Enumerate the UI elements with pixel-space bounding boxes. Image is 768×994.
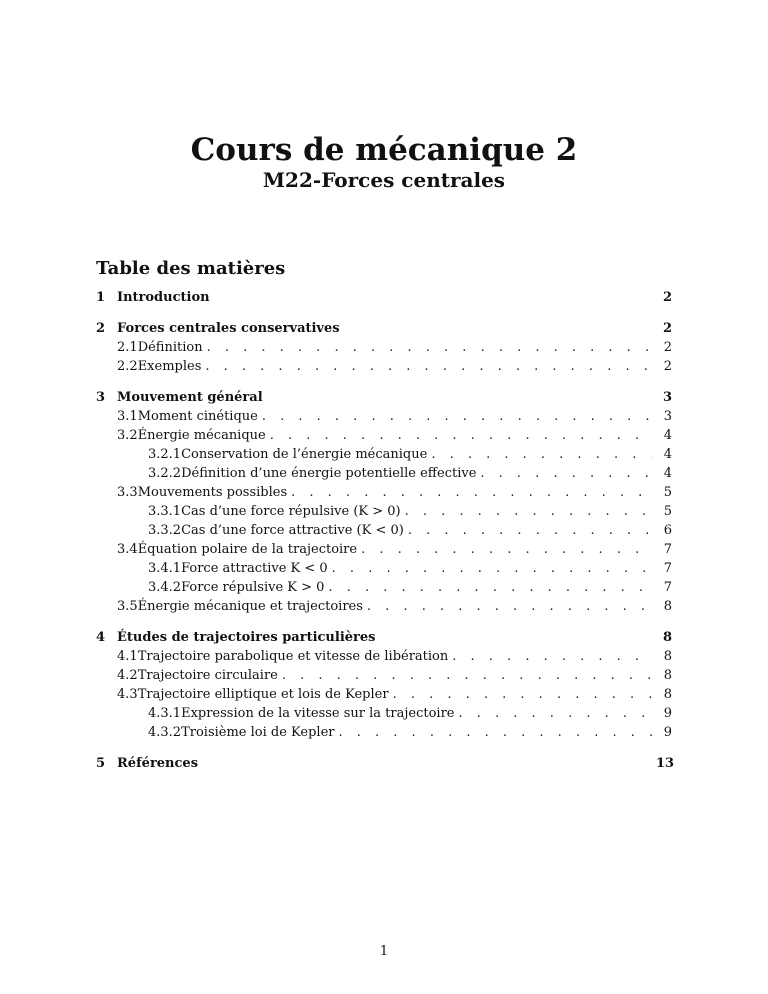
toc-entry[interactable] xyxy=(96,319,672,338)
toc-entry-number: 4.3 xyxy=(117,687,138,702)
toc-entry-number: 3.3.1 xyxy=(148,504,182,519)
toc-entry-number: 4 xyxy=(96,630,106,645)
toc-entry-page: 9 xyxy=(663,706,672,721)
toc-entry[interactable] xyxy=(96,445,672,464)
document-title: Cours de mécanique 2 xyxy=(190,132,578,168)
toc-entry-page: 8 xyxy=(663,687,672,702)
toc-entry-page: 6 xyxy=(663,523,672,538)
toc-entry-page: 2 xyxy=(663,359,672,374)
toc-leader-dots xyxy=(361,540,652,559)
toc-entry-number: 2.2 xyxy=(117,359,138,374)
toc-entry-number: 3.3 xyxy=(117,485,138,500)
toc-entry-number: 2.1 xyxy=(117,340,138,355)
toc-entry[interactable] xyxy=(96,647,672,666)
toc-entry-page: 8 xyxy=(663,668,672,683)
toc-entry[interactable] xyxy=(96,464,672,483)
toc-leader-dots xyxy=(205,357,652,376)
toc-entry-number: 4.2 xyxy=(117,668,138,683)
toc-entry-label: Cas d’une force répulsive (K > 0) xyxy=(181,504,401,519)
toc-entry-page: 3 xyxy=(662,390,672,405)
toc-entry[interactable] xyxy=(96,723,672,742)
toc-entry-label: Expression de la vitesse sur la trajectoire xyxy=(181,706,455,721)
toc-leader-dots xyxy=(452,647,652,666)
document-subtitle: M22-Forces centrales xyxy=(262,168,506,192)
toc-entry-page: 4 xyxy=(663,466,672,481)
toc-entry-page: 4 xyxy=(663,447,672,462)
toc-entry[interactable] xyxy=(96,502,672,521)
toc-entry[interactable] xyxy=(96,288,672,307)
toc-entry[interactable] xyxy=(96,338,672,357)
toc-entry-page: 7 xyxy=(663,561,672,576)
toc-entry-number: 5 xyxy=(96,756,106,771)
page-number: 1 xyxy=(379,944,389,959)
toc-entry[interactable] xyxy=(96,388,672,407)
toc-entry[interactable] xyxy=(96,685,672,704)
toc-entry-label: Études de trajectoires particulières xyxy=(117,630,376,645)
toc-entry-label: Équation polaire de la trajectoire xyxy=(137,542,358,557)
toc-entry-label: Définition d’une énergie potentielle effective xyxy=(181,466,477,481)
toc-entry[interactable] xyxy=(96,521,672,540)
toc-entry-number: 1 xyxy=(96,290,106,305)
toc-entry-page: 7 xyxy=(663,542,672,557)
toc-entry-page: 3 xyxy=(663,409,672,424)
toc-entry-number: 3.4.1 xyxy=(148,561,182,576)
toc-entry-label: Mouvement général xyxy=(117,390,263,405)
toc-entry-page: 9 xyxy=(663,725,672,740)
toc-leader-dots xyxy=(458,704,652,723)
toc-entry-page: 13 xyxy=(656,756,675,771)
toc-entry-label: Conservation de l’énergie mécanique xyxy=(181,447,428,462)
toc-entry-number: 3.4.2 xyxy=(148,580,182,595)
toc-entry[interactable] xyxy=(96,628,672,647)
toc-entry-label: Trajectoire parabolique et vitesse de libération xyxy=(137,649,449,664)
toc-entry-label: Force attractive K < 0 xyxy=(181,561,328,576)
toc-leader-dots xyxy=(291,483,652,502)
toc-entry-number: 3.2.2 xyxy=(148,466,182,481)
toc-entry[interactable] xyxy=(96,357,672,376)
toc-entry-number: 3.5 xyxy=(117,599,138,614)
toc-leader-dots xyxy=(431,445,652,464)
toc-entry[interactable] xyxy=(96,704,672,723)
toc-entry[interactable] xyxy=(96,597,672,616)
toc-entry[interactable] xyxy=(96,666,672,685)
toc-leader-dots xyxy=(480,464,652,483)
toc-leader-dots xyxy=(262,407,652,426)
toc-entry-number: 4.3.2 xyxy=(148,725,182,740)
toc-entry-label: Trajectoire elliptique et lois de Kepler xyxy=(137,687,389,702)
toc-entry-page: 2 xyxy=(662,290,672,305)
toc-entry-number: 4.3.1 xyxy=(148,706,182,721)
toc-entry-number: 3.4 xyxy=(117,542,138,557)
toc-leader-dots xyxy=(270,426,652,445)
toc-entry[interactable] xyxy=(96,559,672,578)
toc-entry-page: 5 xyxy=(663,504,672,519)
toc-entry-label: Énergie mécanique et trajectoires xyxy=(137,599,363,614)
toc-entry-page: 8 xyxy=(663,649,672,664)
toc-leader-dots xyxy=(328,578,652,597)
toc-entry-label: Références xyxy=(117,756,199,771)
table-of-contents xyxy=(96,288,675,773)
toc-entry-page: 8 xyxy=(663,599,672,614)
toc-entry[interactable] xyxy=(96,483,672,502)
toc-leader-dots xyxy=(332,559,652,578)
toc-entry-page: 5 xyxy=(663,485,672,500)
toc-entry[interactable] xyxy=(96,578,672,597)
toc-heading: Table des matières xyxy=(96,258,286,279)
toc-entry-number: 4.1 xyxy=(117,649,138,664)
toc-entry-label: Mouvements possibles xyxy=(137,485,288,500)
toc-entry-label: Définition xyxy=(137,340,203,355)
toc-leader-dots xyxy=(339,723,653,742)
toc-entry-label: Introduction xyxy=(117,290,210,305)
toc-leader-dots xyxy=(282,666,652,685)
toc-entry-label: Troisième loi de Kepler xyxy=(181,725,335,740)
toc-entry-label: Trajectoire circulaire xyxy=(137,668,278,683)
toc-entry[interactable] xyxy=(96,426,672,445)
toc-entry-label: Moment cinétique xyxy=(137,409,258,424)
toc-entry[interactable] xyxy=(96,407,672,426)
toc-entry-label: Cas d’une force attractive (K < 0) xyxy=(181,523,404,538)
toc-leader-dots xyxy=(393,685,652,704)
toc-entry-label: Énergie mécanique xyxy=(137,428,266,443)
toc-leader-dots xyxy=(408,521,652,540)
toc-entry[interactable] xyxy=(96,540,672,559)
toc-entry-number: 3.2 xyxy=(117,428,138,443)
toc-entry-number: 3.3.2 xyxy=(148,523,182,538)
toc-entry[interactable] xyxy=(96,754,675,773)
toc-entry-page: 8 xyxy=(662,630,672,645)
toc-entry-label: Exemples xyxy=(137,359,202,374)
toc-leader-dots xyxy=(367,597,652,616)
toc-entry-label: Force répulsive K > 0 xyxy=(181,580,325,595)
toc-entry-page: 4 xyxy=(663,428,672,443)
toc-entry-number: 3.1 xyxy=(117,409,138,424)
toc-entry-number: 3 xyxy=(96,390,106,405)
toc-entry-page: 7 xyxy=(663,580,672,595)
toc-entry-number: 2 xyxy=(96,321,106,336)
toc-entry-label: Forces centrales conservatives xyxy=(117,321,340,336)
toc-leader-dots xyxy=(405,502,652,521)
toc-entry-number: 3.2.1 xyxy=(148,447,182,462)
toc-leader-dots xyxy=(207,338,652,357)
toc-entry-page: 2 xyxy=(663,340,672,355)
toc-entry-page: 2 xyxy=(662,321,672,336)
